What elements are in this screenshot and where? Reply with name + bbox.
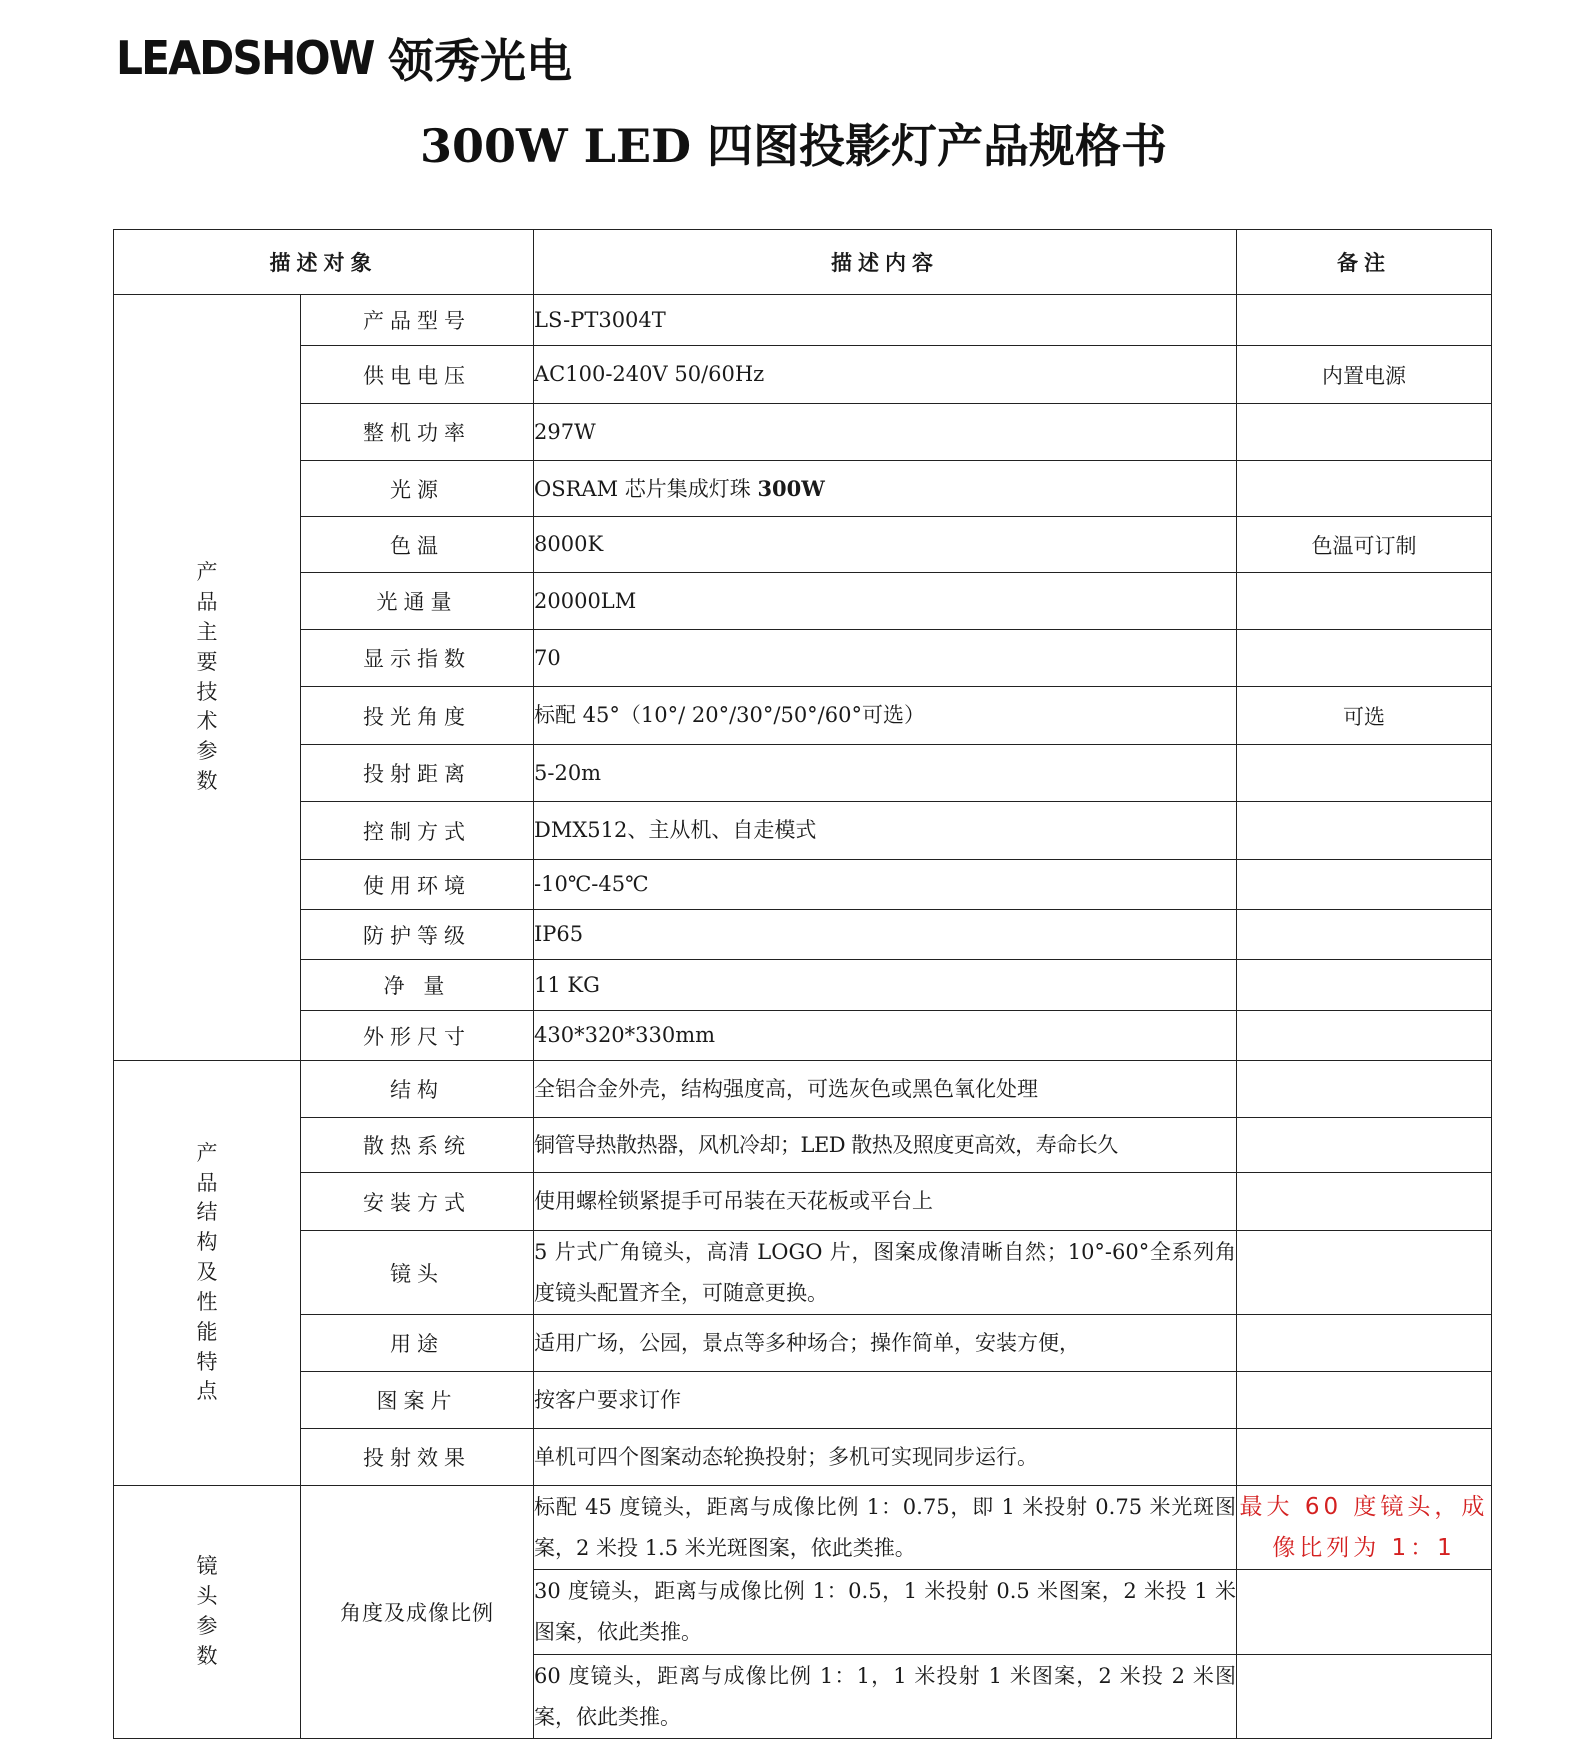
row-note	[1237, 802, 1492, 860]
row-note	[1237, 1231, 1492, 1315]
row-note	[1237, 910, 1492, 960]
spec-table	[113, 229, 1492, 1739]
row-item: 外形尺寸	[301, 1011, 534, 1061]
table-row	[114, 1011, 1492, 1061]
row-note	[1237, 404, 1492, 461]
row-item: 图案片	[301, 1372, 534, 1429]
row-content: 标配 45 度镜头，距离与成像比例 1：0.75，即 1 米投射 0.75 米光斑图案，2 米投 1.5 米光斑图案，依此类推。	[534, 1486, 1237, 1570]
table-row	[114, 802, 1492, 860]
header-content: 描述内容	[534, 230, 1237, 295]
row-note	[1237, 1118, 1492, 1173]
row-note	[1237, 960, 1492, 1011]
row-content: 297W	[534, 404, 1237, 461]
row-content: 30 度镜头，距离与成像比例 1：0.5，1 米投射 0.5 米图案，2 米投 1 米图案，依此类推。	[534, 1570, 1237, 1655]
row-item: 结构	[301, 1061, 534, 1118]
row-item: 产品型号	[301, 295, 534, 346]
table-row	[114, 1118, 1492, 1173]
table-row	[114, 404, 1492, 461]
row-content: -10℃-45℃	[534, 860, 1237, 910]
row-content: 11 KG	[534, 960, 1237, 1011]
row-content: 60 度镜头，距离与成像比例 1：1，1 米投射 1 米图案，2 米投 2 米图案，依此类推。	[534, 1655, 1237, 1739]
row-item: 色温	[301, 517, 534, 573]
row-note	[1237, 745, 1492, 802]
table-row	[114, 1231, 1492, 1315]
row-item: 安装方式	[301, 1173, 534, 1231]
table-row	[114, 687, 1492, 745]
row-content: 使用螺栓锁紧提手可吊装在天花板或平台上	[534, 1173, 1237, 1231]
row-content: 20000LM	[534, 573, 1237, 630]
table-row	[114, 346, 1492, 404]
row-item: 光源	[301, 461, 534, 517]
table-row	[114, 860, 1492, 910]
table-row	[114, 1061, 1492, 1118]
row-item: 镜头	[301, 1231, 534, 1315]
header-object: 描述对象	[114, 230, 534, 295]
row-item: 散热系统	[301, 1118, 534, 1173]
logo-chinese-text: 领秀光电	[388, 34, 572, 88]
row-item: 净 量	[301, 960, 534, 1011]
row-note-max-lens: 最大 60 度镜头，成像比列为 1：1	[1237, 1486, 1492, 1570]
row-content: 8000K	[534, 517, 1237, 573]
row-item: 供电电压	[301, 346, 534, 404]
table-row	[114, 517, 1492, 573]
table-row	[114, 1486, 1492, 1570]
table-row	[114, 573, 1492, 630]
row-item: 用途	[301, 1315, 534, 1372]
row-item: 控制方式	[301, 802, 534, 860]
row-item: 显示指数	[301, 630, 534, 687]
table-row	[114, 1173, 1492, 1231]
row-note	[1237, 573, 1492, 630]
row-content: 70	[534, 630, 1237, 687]
row-item: 使用环境	[301, 860, 534, 910]
table-row	[114, 461, 1492, 517]
row-note	[1237, 1655, 1492, 1739]
row-item-angle-ratio: 角度及成像比例	[301, 1486, 534, 1739]
row-note	[1237, 461, 1492, 517]
row-content: LS-PT3004T	[534, 295, 1237, 346]
row-content: AC100-240V 50/60Hz	[534, 346, 1237, 404]
row-note: 可选	[1237, 687, 1492, 745]
light-source-power: 300W	[757, 475, 825, 501]
row-content: OSRAM 芯片集成灯珠 300W	[534, 461, 1237, 517]
row-note	[1237, 630, 1492, 687]
row-content: IP65	[534, 910, 1237, 960]
row-note	[1237, 1429, 1492, 1486]
table-row	[114, 630, 1492, 687]
row-note: 内置电源	[1237, 346, 1492, 404]
category-tech: 产 品 主 要 技 术 参 数	[114, 295, 301, 1061]
row-content: 标配 45°（10°/ 20°/30°/50°/60°可选）	[534, 687, 1237, 745]
row-content: DMX512、主从机、自走模式	[534, 802, 1237, 860]
logo-latin-text: LEADSHOW	[116, 31, 374, 85]
row-item: 投射距离	[301, 745, 534, 802]
table-row	[114, 1315, 1492, 1372]
row-note	[1237, 1570, 1492, 1655]
row-item: 投射效果	[301, 1429, 534, 1486]
row-content: 适用广场，公园，景点等多种场合；操作简单，安装方便，	[534, 1315, 1237, 1372]
row-note	[1237, 1011, 1492, 1061]
row-item: 防护等级	[301, 910, 534, 960]
row-content: 铜管导热散热器，风机冷却；LED 散热及照度更高效，寿命长久	[534, 1118, 1237, 1173]
row-note: 色温可订制	[1237, 517, 1492, 573]
row-content: 430*320*330mm	[534, 1011, 1237, 1061]
table-row	[114, 295, 1492, 346]
row-note	[1237, 1173, 1492, 1231]
table-row	[114, 910, 1492, 960]
category-structure: 产 品 结 构 及 性 能 特 点	[114, 1061, 301, 1486]
row-note	[1237, 1372, 1492, 1429]
row-content: 5 片式广角镜头，高清 LOGO 片，图案成像清晰自然；10°-60°全系列角度镜头配置齐全，可随意更换。	[534, 1231, 1237, 1315]
row-content: 按客户要求订作	[534, 1372, 1237, 1429]
row-item: 光通量	[301, 573, 534, 630]
company-logo	[116, 28, 572, 88]
row-note	[1237, 295, 1492, 346]
category-lens: 镜 头 参 数	[114, 1486, 301, 1739]
table-row	[114, 745, 1492, 802]
row-content: 全铝合金外壳，结构强度高，可选灰色或黑色氧化处理	[534, 1061, 1237, 1118]
row-item: 投光角度	[301, 687, 534, 745]
row-content: 单机可四个图案动态轮换投射；多机可实现同步运行。	[534, 1429, 1237, 1486]
table-row	[114, 1372, 1492, 1429]
table-row	[114, 1429, 1492, 1486]
row-note	[1237, 860, 1492, 910]
row-note	[1237, 1315, 1492, 1372]
row-content: 5-20m	[534, 745, 1237, 802]
table-header-row	[114, 230, 1492, 295]
table-row	[114, 960, 1492, 1011]
row-note	[1237, 1061, 1492, 1118]
row-item: 整机功率	[301, 404, 534, 461]
header-note: 备注	[1237, 230, 1492, 295]
document-title: 300W LED 四图投影灯产品规格书	[419, 119, 1167, 173]
